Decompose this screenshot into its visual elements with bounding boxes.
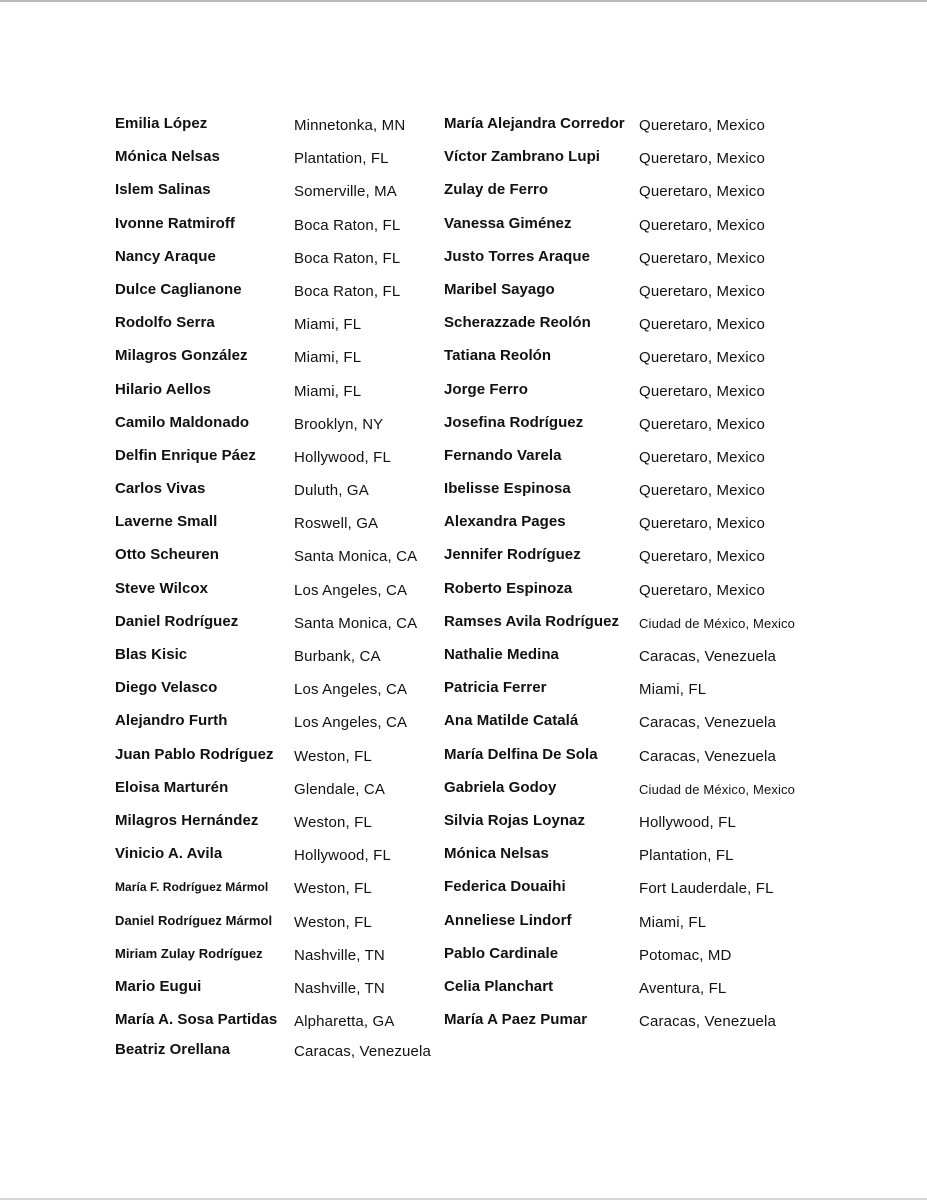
person-location: Queretaro, Mexico bbox=[639, 482, 765, 500]
person-name: Zulay de Ferro bbox=[444, 181, 549, 199]
person-name: María Alejandra Corredor bbox=[444, 115, 625, 132]
person-name: Mario Eugui bbox=[115, 977, 202, 995]
person-location: Queretaro, Mexico bbox=[639, 150, 765, 168]
person-name: Maribel Sayago bbox=[444, 280, 555, 298]
person-name: Nancy Araque bbox=[115, 247, 216, 265]
person-name: Hilario Aellos bbox=[115, 380, 212, 398]
person-location: Weston, FL bbox=[294, 747, 372, 765]
person-location: Miami, FL bbox=[294, 349, 362, 367]
person-name: Vanessa Giménez bbox=[444, 214, 572, 232]
person-name: Roberto Espinoza bbox=[444, 579, 573, 597]
person-location: Fort Lauderdale, FL bbox=[639, 880, 774, 898]
person-location: Queretaro, Mexico bbox=[639, 548, 765, 566]
person-location: Queretaro, Mexico bbox=[639, 415, 765, 433]
person-name: Eloisa Marturén bbox=[115, 778, 229, 796]
person-name: Patricia Ferrer bbox=[444, 679, 547, 697]
person-name: Otto Scheuren bbox=[115, 546, 219, 564]
person-name: Juan Pablo Rodríguez bbox=[115, 745, 274, 763]
person-location: Hollywood, FL bbox=[294, 847, 391, 865]
person-name: Silvia Rojas Loynaz bbox=[444, 811, 585, 829]
person-location: Queretaro, Mexico bbox=[639, 183, 765, 201]
person-location: Caracas, Venezuela bbox=[639, 714, 776, 732]
page-top-edge bbox=[0, 0, 927, 2]
person-name: Daniel Rodríguez bbox=[115, 612, 239, 630]
person-name: Ana Matilde Catalá bbox=[444, 712, 579, 730]
person-location: Los Angeles, CA bbox=[294, 581, 408, 599]
person-name: Daniel Rodríguez Mármol bbox=[115, 912, 273, 928]
person-name: María A Paez Pumar bbox=[444, 1011, 588, 1029]
person-name: Milagros Hernández bbox=[115, 811, 259, 829]
person-location: Queretaro, Mexico bbox=[639, 282, 765, 300]
person-name: Islem Salinas bbox=[115, 181, 211, 199]
person-name: Laverne Small bbox=[115, 513, 218, 531]
person-location: Somerville, MA bbox=[294, 183, 397, 201]
person-name: Emilia López bbox=[115, 115, 208, 132]
person-name: Víctor Zambrano Lupi bbox=[444, 148, 601, 166]
person-name: Rodolfo Serra bbox=[115, 314, 215, 332]
person-location: Caracas, Venezuela bbox=[639, 648, 776, 665]
person-name: Vinicio A. Avila bbox=[115, 845, 223, 863]
person-location: Miami, FL bbox=[639, 681, 707, 699]
person-location: Santa Monica, CA bbox=[294, 614, 418, 632]
person-location: Queretaro, Mexico bbox=[639, 117, 765, 134]
person-name: Tatiana Reolón bbox=[444, 347, 552, 365]
person-location: Boca Raton, FL bbox=[294, 282, 401, 300]
person-name: Jorge Ferro bbox=[444, 380, 528, 398]
person-name: Ibelisse Espinosa bbox=[444, 480, 571, 498]
person-location: Potomac, MD bbox=[639, 946, 732, 964]
person-name: Gabriela Godoy bbox=[444, 778, 557, 796]
person-name: Jennifer Rodríguez bbox=[444, 546, 581, 564]
person-name: Carlos Vivas bbox=[115, 480, 206, 498]
person-name: Scherazzade Reolón bbox=[444, 314, 591, 332]
person-location: Hollywood, FL bbox=[639, 813, 736, 831]
person-name: Dulce Caglianone bbox=[115, 280, 242, 298]
person-location: Weston, FL bbox=[294, 913, 372, 931]
person-location: Queretaro, Mexico bbox=[639, 316, 765, 334]
person-location: Queretaro, Mexico bbox=[639, 448, 765, 466]
person-name: Josefina Rodríguez bbox=[444, 413, 584, 431]
person-location: Ciudad de México, Mexico bbox=[639, 615, 796, 631]
person-name: Camilo Maldonado bbox=[115, 413, 250, 431]
person-name: Milagros González bbox=[115, 347, 248, 365]
person-name: Celia Planchart bbox=[444, 977, 554, 995]
person-location: Los Angeles, CA bbox=[294, 714, 408, 732]
person-name: Alejandro Furth bbox=[115, 712, 228, 730]
person-location: Miami, FL bbox=[294, 382, 362, 400]
person-name: María A. Sosa Partidas bbox=[115, 1011, 278, 1029]
person-location: Weston, FL bbox=[294, 813, 372, 831]
person-location: Duluth, GA bbox=[294, 482, 369, 500]
person-location: Miami, FL bbox=[294, 316, 362, 334]
person-location: Nashville, TN bbox=[294, 979, 385, 997]
person-location: Roswell, GA bbox=[294, 515, 379, 533]
person-name: Nathalie Medina bbox=[444, 646, 559, 663]
person-name: Miriam Zulay Rodríguez bbox=[115, 945, 263, 961]
person-location: Brooklyn, NY bbox=[294, 415, 384, 433]
person-location: Queretaro, Mexico bbox=[639, 581, 765, 599]
person-location: Aventura, FL bbox=[639, 979, 727, 997]
person-name: Mónica Nelsas bbox=[444, 845, 549, 863]
person-name: Beatriz Orellana bbox=[115, 1041, 231, 1059]
person-name: Steve Wilcox bbox=[115, 579, 209, 597]
person-name: Alexandra Pages bbox=[444, 513, 566, 531]
person-location: Boca Raton, FL bbox=[294, 216, 401, 234]
person-name: Fernando Varela bbox=[444, 446, 562, 464]
person-name: Blas Kisic bbox=[115, 646, 188, 663]
person-location: Queretaro, Mexico bbox=[639, 382, 765, 400]
person-name: Delfin Enrique Páez bbox=[115, 446, 256, 464]
person-location: Burbank, CA bbox=[294, 648, 381, 665]
person-location: Hollywood, FL bbox=[294, 448, 391, 466]
person-location: Queretaro, Mexico bbox=[639, 249, 765, 267]
person-name: Mónica Nelsas bbox=[115, 148, 220, 166]
person-location: Nashville, TN bbox=[294, 946, 385, 964]
person-name: Ramses Avila Rodríguez bbox=[444, 612, 620, 630]
person-location: Ciudad de México, Mexico bbox=[639, 781, 796, 797]
person-location: Caracas, Venezuela bbox=[639, 1013, 776, 1031]
person-name: María Delfina De Sola bbox=[444, 745, 598, 763]
person-name: Pablo Cardinale bbox=[444, 944, 559, 962]
person-location: Weston, FL bbox=[294, 880, 372, 898]
person-location: Boca Raton, FL bbox=[294, 249, 401, 267]
person-location: Queretaro, Mexico bbox=[639, 349, 765, 367]
person-name: María F. Rodríguez Mármol bbox=[115, 880, 269, 895]
person-location: Alpharetta, GA bbox=[294, 1013, 395, 1031]
person-location: Minnetonka, MN bbox=[294, 117, 406, 134]
person-name: Anneliese Lindorf bbox=[444, 911, 572, 929]
person-location: Plantation, FL bbox=[294, 150, 389, 168]
person-location: Queretaro, Mexico bbox=[639, 216, 765, 234]
person-name: Ivonne Ratmiroff bbox=[115, 214, 235, 232]
person-location: Caracas, Venezuela bbox=[294, 1043, 431, 1061]
person-location: Miami, FL bbox=[639, 913, 707, 931]
person-name: Federica Douaihi bbox=[444, 878, 566, 896]
person-location: Caracas, Venezuela bbox=[639, 747, 776, 765]
person-location: Los Angeles, CA bbox=[294, 681, 408, 699]
person-name: Diego Velasco bbox=[115, 679, 218, 697]
person-location: Glendale, CA bbox=[294, 780, 386, 798]
person-name: Justo Torres Araque bbox=[444, 247, 590, 265]
person-location: Plantation, FL bbox=[639, 847, 734, 865]
person-location: Queretaro, Mexico bbox=[639, 515, 765, 533]
person-location: Santa Monica, CA bbox=[294, 548, 418, 566]
